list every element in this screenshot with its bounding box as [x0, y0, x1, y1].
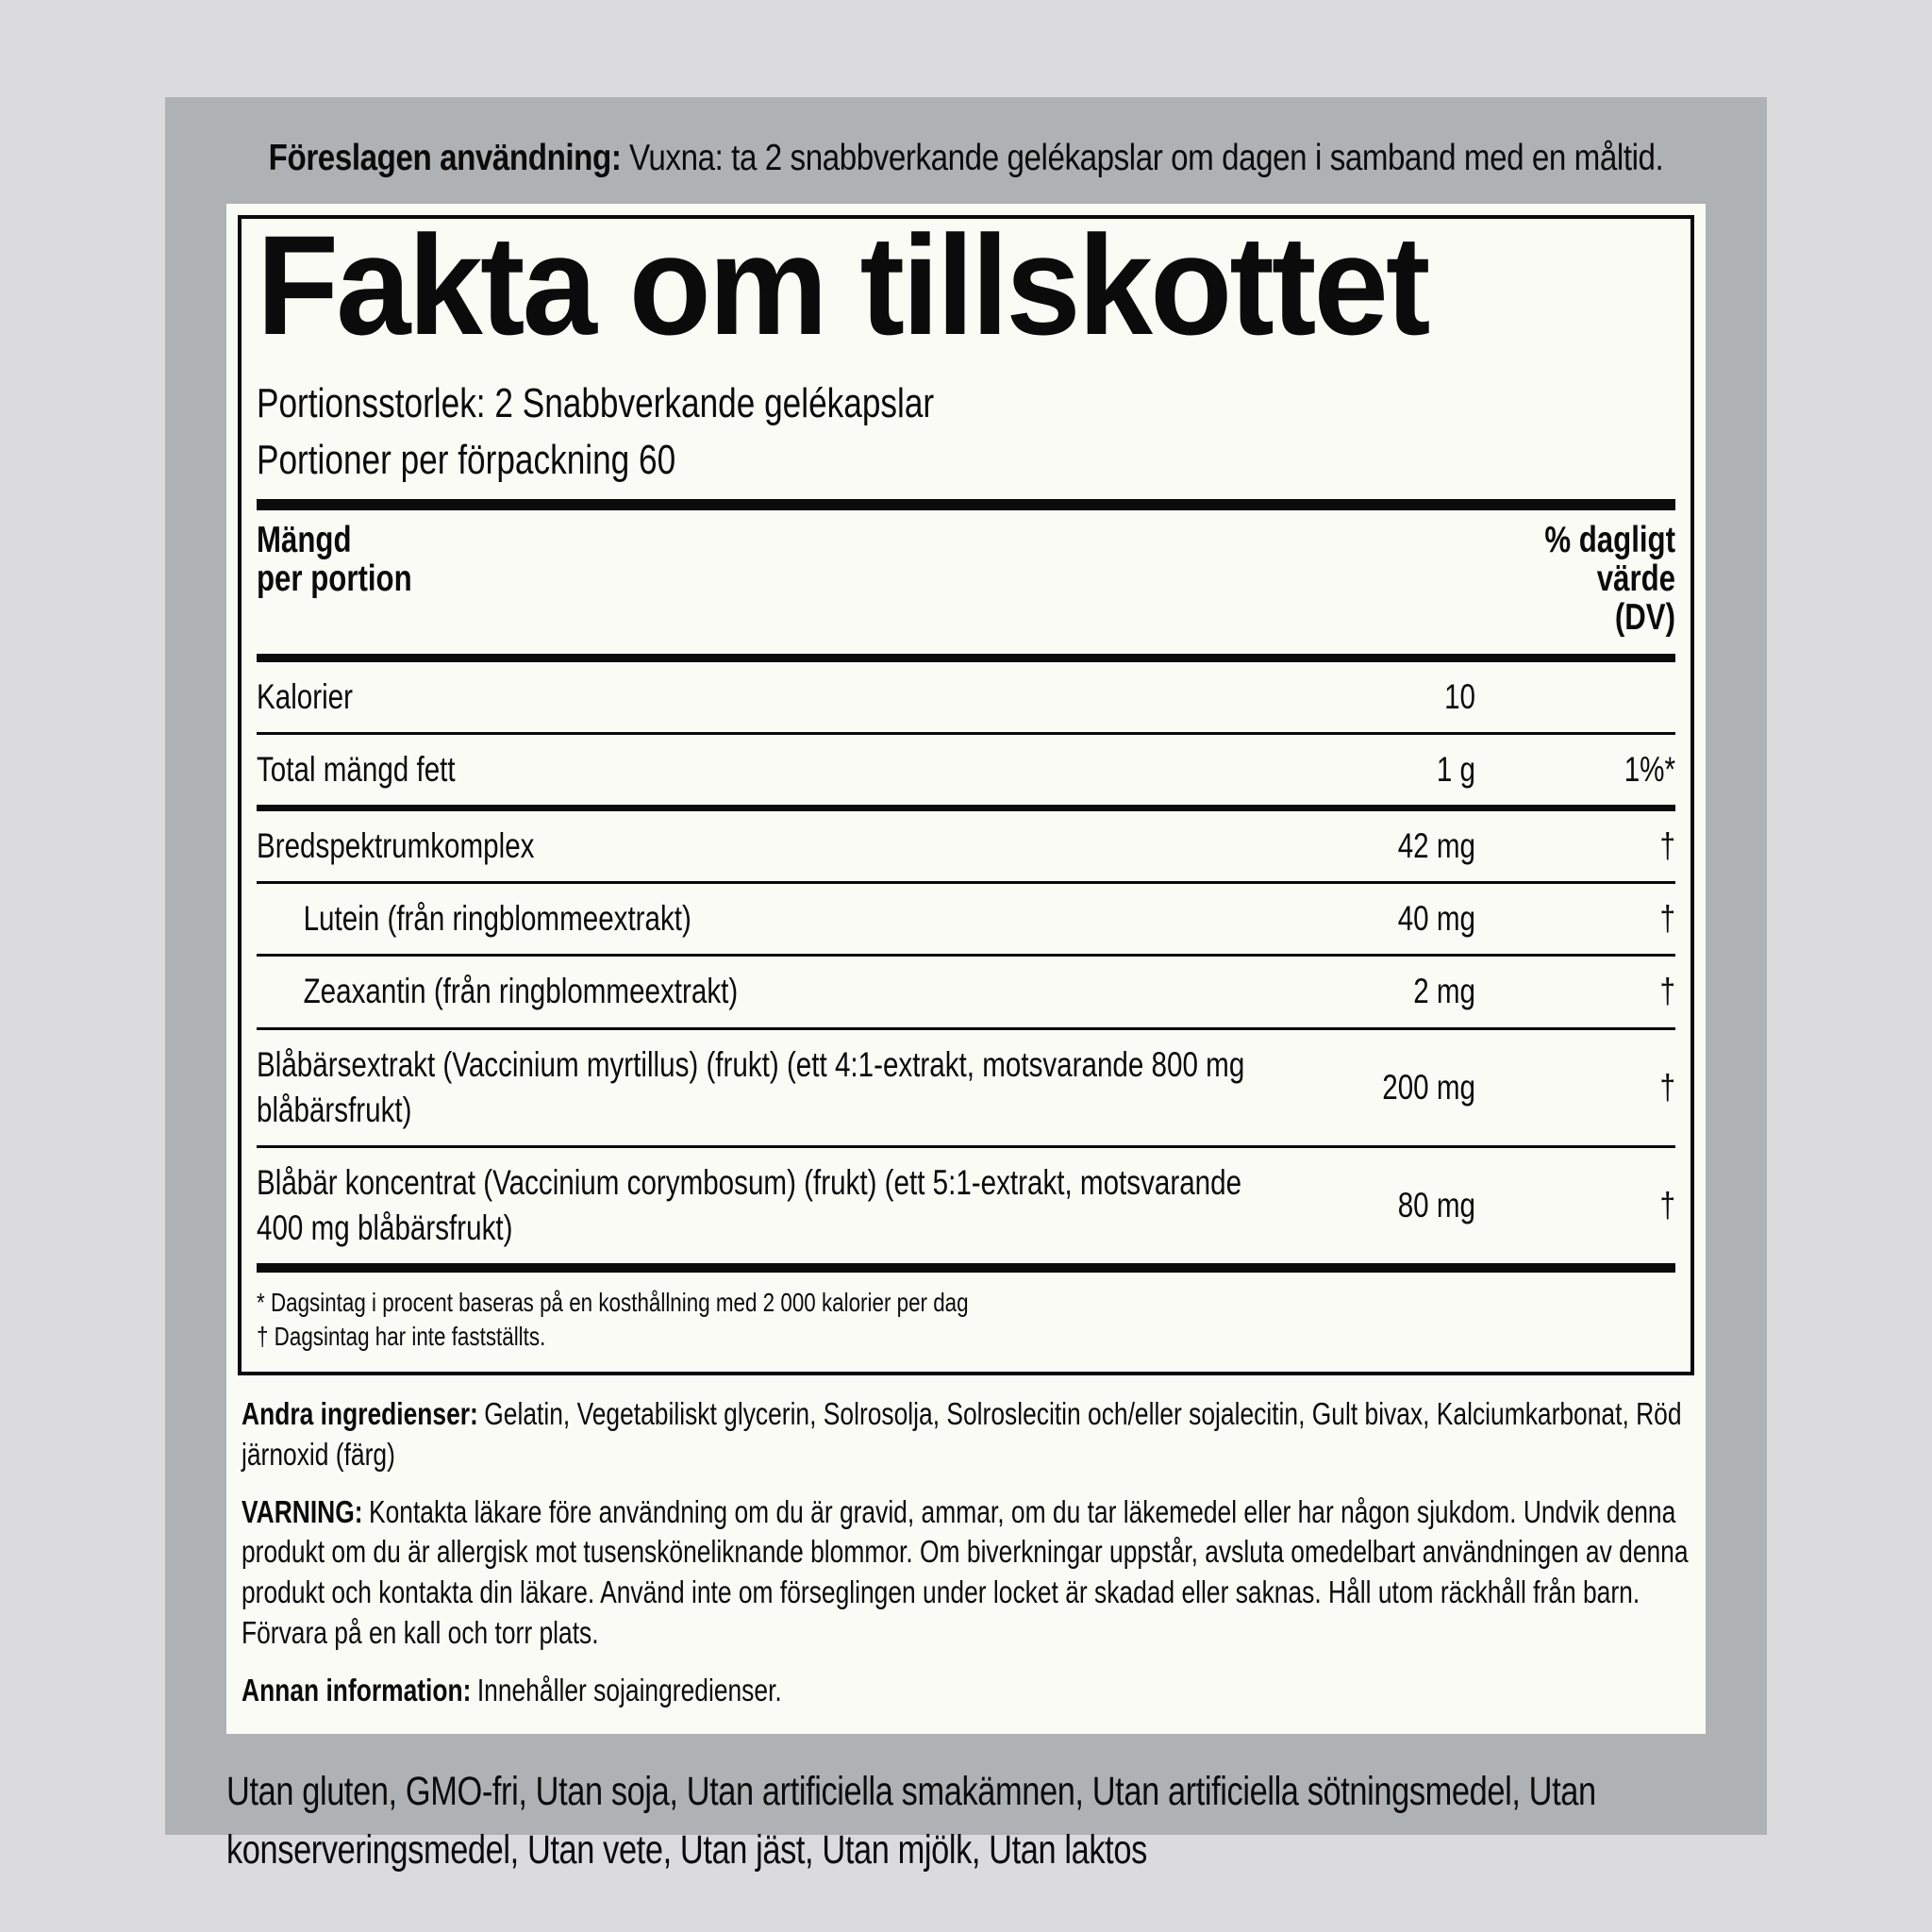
serving-info [257, 375, 1675, 489]
suggested-use-text: Vuxna: ta 2 snabbverkande gelékapslar om dagen i samband med en måltid. [628, 138, 1664, 178]
serving-size: Portionsstorlek: 2 Snabbverkande gelékapslar [257, 379, 935, 426]
facts-title: Fakta om tillskottet [257, 205, 1428, 364]
row-amount: 200 mg [1382, 1067, 1475, 1107]
servings-per-container: Portioner per förpackning 60 [257, 436, 676, 483]
row-dv: † [1659, 899, 1675, 939]
other-info-label: Annan information: [242, 1673, 472, 1708]
divider-heavy-bottom [257, 1263, 1675, 1273]
footnote-dagger: † Dagsintag har inte fastställts. [257, 1322, 546, 1352]
divider-heavy-top [257, 499, 1675, 510]
dv-header-line3: (DV) [1614, 596, 1675, 638]
row-name: Zeaxantin (från ringblommeextrakt) [303, 972, 739, 1011]
supplement-facts-box [226, 204, 1706, 1734]
footnote-daily-value: * Dagsintag i procent baseras på en kosthållning med 2 000 kalorier per dag [257, 1287, 969, 1317]
amount-header-line2: per portion [257, 558, 412, 599]
warning-label: VARNING: [242, 1493, 363, 1529]
table-row-kalorier [257, 662, 1675, 735]
other-info-section [242, 1671, 1698, 1711]
footnotes [257, 1273, 1675, 1372]
row-name: Lutein (från ringblommeextrakt) [303, 899, 691, 939]
row-name: Kalorier [257, 677, 353, 717]
row-dv: 1%* [1624, 750, 1675, 790]
row-name: Bredspektrumkomplex [257, 826, 535, 866]
dv-header [1544, 522, 1675, 637]
other-ingredients-text: Gelatin, Vegetabiliskt glycerin, Solrosolja, Solroslecitin och/eller sojalecitin, Gult bivax, Kalciumkarbonat, Röd järnoxid (färg) [242, 1395, 1682, 1472]
row-dv: † [1659, 1185, 1675, 1224]
row-name: Blåbärsextrakt (Vaccinium myrtillus) (frukt) (ett 4:1-extrakt, motsvarande 800 mg blåbärsfrukt) [257, 1044, 1245, 1129]
divider-heavy-header [257, 654, 1675, 662]
table-row-bredspektrumkomplex [257, 811, 1675, 884]
row-dv: † [1659, 826, 1675, 866]
other-ingredients-label: Andra ingredienser: [242, 1395, 478, 1431]
facts-border-box [238, 205, 1694, 1375]
claims-text: Utan gluten, GMO-fri, Utan soja, Utan artificiella smakämnen, Utan artificiella sötningsmedel, Utan konserveringsmedel, Utan vete, Utan jäst, Utan mjölk, Utan laktos [226, 1768, 1596, 1874]
row-dv: † [1659, 1067, 1675, 1107]
label-panel [165, 97, 1767, 1874]
amount-header [257, 522, 412, 637]
table-row-blabarsextrakt [257, 1030, 1675, 1148]
row-amount: 1 g [1436, 750, 1475, 790]
row-name: Blåbär koncentrat (Vaccinium corymbosum) (frukt) (ett 5:1-extrakt, motsvarande 400 mg blåbärsfrukt) [257, 1162, 1242, 1247]
row-name: Total mängd fett [257, 750, 456, 790]
warning-section [242, 1492, 1698, 1655]
amount-header-line1: Mängd [257, 520, 352, 561]
row-amount: 42 mg [1397, 826, 1475, 866]
table-row-zeaxantin [257, 957, 1675, 1029]
other-ingredients-section [242, 1394, 1698, 1475]
table-row-blabar-koncentrat [257, 1148, 1675, 1263]
table-row-lutein [257, 884, 1675, 957]
dv-header-line2: värde [1596, 558, 1675, 599]
other-info-text: Innehåller sojaingredienser. [476, 1673, 782, 1708]
suggested-use [226, 137, 1706, 181]
row-amount: 2 mg [1413, 972, 1475, 1011]
row-amount: 40 mg [1397, 899, 1475, 939]
warning-text: Kontakta läkare före användning om du är gravid, ammar, om du tar läkemedel eller har någon sjukdom. Undvik denna produkt om du är allergisk mot tusensköneliknande blommor. Om biverkningar uppstår, avsluta omedelbart användningen av denna produkt och kontakta din läkare. Använd inte om förseglingen under locket är skadad eller saknas. Håll utom räckhåll från barn. Förvara på en kall och torr plats. [242, 1493, 1689, 1651]
row-amount: 80 mg [1397, 1185, 1475, 1224]
suggested-use-label: Föreslagen användning: [268, 138, 622, 178]
row-dv: † [1659, 972, 1675, 1011]
table-header [257, 510, 1675, 654]
dv-header-line1: % dagligt [1544, 520, 1675, 561]
row-amount: 10 [1444, 677, 1475, 717]
table-row-total-fett [257, 735, 1675, 811]
